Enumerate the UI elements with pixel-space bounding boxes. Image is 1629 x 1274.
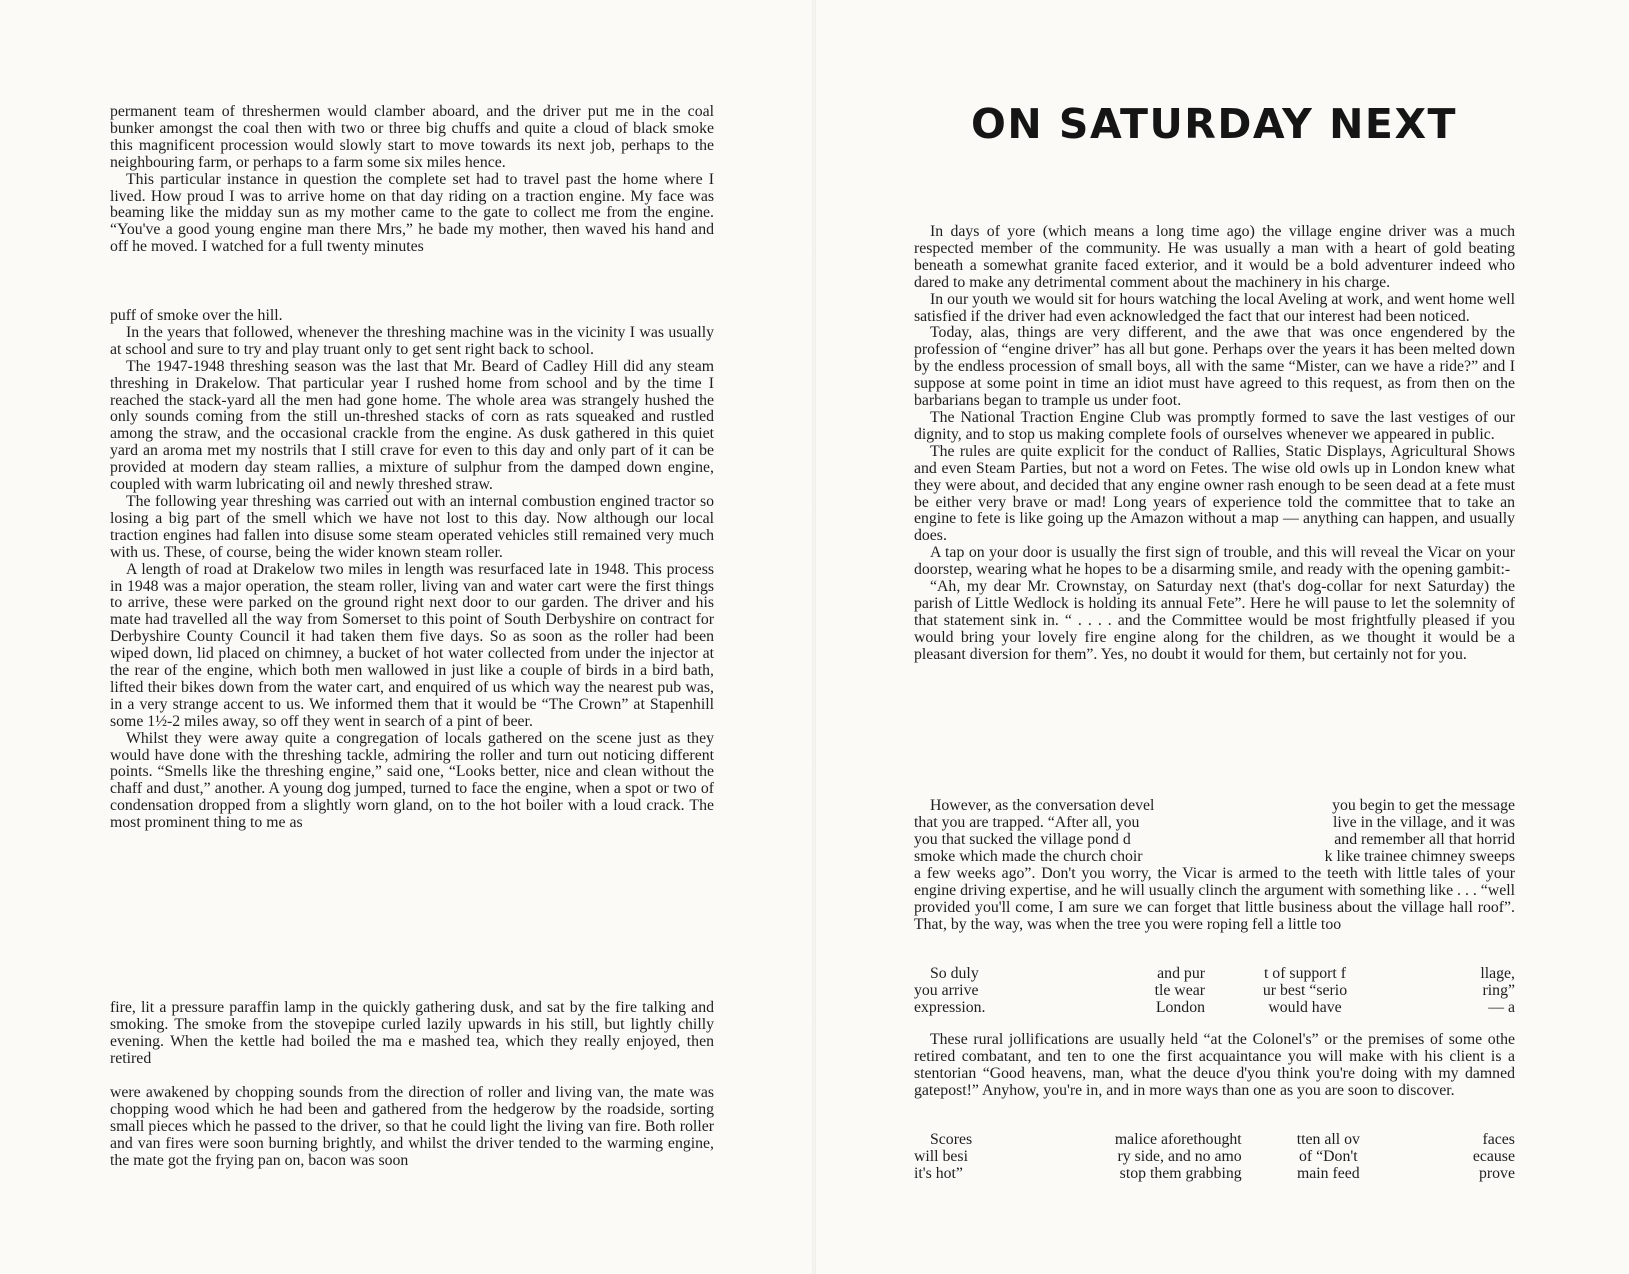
paragraph: In days of yore (which means a long time ago) the village engine driver was a much respected member of the community. He was usually a man with a heart of gold beating beneath a somewhat granite faced exterior, and it would be a bold adventurer indeed who dared to make any detrimental comment about the machinery in his charge.: [914, 223, 1515, 291]
left-block-1: [110, 104, 714, 256]
line-fragment: Scores: [930, 1131, 973, 1148]
line-fragment: ur best “serio: [1262, 981, 1348, 999]
line-fragment: ry side, and no amo: [1117, 1147, 1242, 1165]
fragment-column: [1085, 966, 1205, 1017]
paragraph: This particular instance in question the complete set had to travel past the home where I lived. How proud I was to arrive home on that day riding on a traction engine. My face was beaming like the midday sun as my mother came to the gate to collect me from the engine. “You've a good young engine man there Mrs,” he bade my mother, then waved his hand and off he moved. I watched for a full twenty minutes: [110, 170, 714, 256]
line-fragment: of “Don't: [1299, 1147, 1358, 1165]
line-fragment: it's hot”: [914, 1164, 963, 1182]
fragment-column: [914, 1132, 1040, 1183]
line-fragment: — a: [1488, 998, 1515, 1016]
fragment-column: [1415, 1132, 1515, 1183]
paragraph: were awakened by chopping sounds from the direction of roller and living van, the mate was chopping wood which he had been and gathered from the hedgerow by the roadside, sorting small pieces which he passed to the driver, so that he could light the living van fire. Both roller and van fires were soon burning brightly, and whilst the driver tended to the warming engine, the mate got the frying pan on, bacon was soon: [110, 1084, 714, 1169]
line-fragment: tten all ov: [1296, 1131, 1360, 1148]
line-fragment: London: [1155, 998, 1205, 1016]
split-right-column: [1259, 798, 1515, 866]
paragraph: The National Traction Engine Club was promptly formed to save the last vestiges of our dignity, and to stop us making complete fools of ourselves whenever we appeared in public.: [914, 408, 1515, 443]
paragraph: These rural jollifications are usually held “at the Colonel's” or the premises of some othe retired combatant, and ten to one the first acquaintance you will make with his client is a stentorian “Good heavens, man, what the deuce d'you think you're doing with my damned gatepost!” Anyhow, you're in, and in more ways than one as you are soon to discover.: [914, 1031, 1515, 1099]
fragment-lines-1: [914, 966, 1515, 1017]
left-block-2: [110, 308, 714, 832]
paragraph: A length of road at Drakelow two miles in length was resurfaced late in 1948. This process in 1948 was a major operation, the steam roller, living van and water cart were the first things to arrive, these were parked on the ground right next door to our garden. The driver and his mate had travelled all the way from Somerset to this point of South Derbyshire on contract for Derbyshire County Council it had taken them five days. So as soon as the roller had been wiped down, lid placed on chimney, a bucket of hot water collected from under the injector at the rear of the engine, which both men wallowed in just like a couple of birds in a bird bath, lifted their bikes down from the water cart, and enquired of us which way the nearest pub was, in a very strange accent to us. We informed them that it would be “The Crown” at Stapenhill some 1½-2 miles away, so off they went in search of a pint of beer.: [110, 560, 714, 730]
line-fragment: However, as the conversation devel: [930, 797, 1155, 814]
line-fragment: expression.: [914, 998, 986, 1016]
fragment-column: [1072, 1132, 1242, 1183]
paragraph: The rules are quite explicit for the conduct of Rallies, Static Displays, Agricultural Shows and even Steam Parties, but not a word on Fetes. The wise old owls up in London knew what they were about, and decided that any engine owner rash enough to be seen dead at a fete must be either very brave or mad! Long years of experience told the committee that to take an engine to fete is like going up the Amazon without a map — anything can happen, and usually does.: [914, 442, 1515, 545]
line-fragment: faces: [1482, 1131, 1515, 1148]
line-fragment: stop them grabbing: [1119, 1164, 1242, 1182]
line-fragment: will besi: [914, 1147, 968, 1165]
paragraph: In our youth we would sit for hours watching the local Aveling at work, and went home well satisfied if the driver had even acknowledged the fact that our interest had been noticed.: [914, 290, 1515, 325]
line-fragment: that you are trapped. “After all, you: [914, 813, 1140, 831]
line-fragment: llage,: [1480, 965, 1515, 982]
left-block-3: [110, 1000, 714, 1068]
fragment-column: [914, 966, 1050, 1017]
left-block-4: [110, 1085, 714, 1170]
line-fragment: and remember all that horrid: [1334, 830, 1515, 848]
right-page: [814, 0, 1629, 1274]
line-fragment: would have: [1268, 998, 1342, 1016]
right-block-3: [914, 1032, 1515, 1100]
fragment-lines-2: [914, 1132, 1515, 1183]
left-page: [0, 0, 814, 1274]
line-fragment: main feed: [1296, 1164, 1360, 1182]
paragraph: Whilst they were away quite a congregation of locals gathered on the scene just as they would have done with the threshing tackle, admiring the roller and turn out noticing different points. “Smells like the threshing engine,” said one, “Looks better, nice and clean without the chaff and dust,” another. A young dog jumped, turned to face the engine, when a spot or two of condensation dropped from a slightly worn gland, on to the hot boiler with a loud crack. The most prominent thing to me as: [110, 729, 714, 832]
fragment-column: [1273, 1132, 1383, 1183]
line-fragment: you that sucked the village pond d: [914, 830, 1131, 848]
paragraph: a few weeks ago”. Don't you worry, the Vicar is armed to the teeth with little tales of your engine driving expertise, and he will usually clinch the argument with something like . . . “well provided you'll come, I am sure we can forget that little business about the village hall roof”. That, by the way, was when the tree you were roping fell a little too: [914, 865, 1515, 933]
right-block-2: [914, 866, 1515, 934]
line-fragment: and pur: [1157, 965, 1205, 982]
line-fragment: smoke which made the church choir: [914, 847, 1143, 865]
line-fragment: t of support f: [1263, 965, 1347, 982]
line-fragment: you arrive: [914, 981, 979, 999]
paragraph: A tap on your door is usually the first sign of trouble, and this will reveal the Vicar on your doorstep, wearing what he hopes to be a disarming smile, and ready with the opening gambit:-: [914, 544, 1515, 579]
paragraph: In the years that followed, whenever the threshing machine was in the vicinity I was usually at school and sure to try and play truant only to get sent right back to school.: [110, 323, 714, 358]
paragraph: The 1947-1948 threshing season was the last that Mr. Beard of Cadley Hill did any steam threshing in Drakelow. That particular year I rushed home from school and by the time I reached the stack-yard all the men had gone home. The whole area was strangely hushed the only sounds coming from the still un-threshed stacks of corn as rats squeaked and rustled among the straw, and the occasional crackle from the engine. As dusk gathered in this quiet yard an aroma met my nostrils that I still crave for even to this day and only part of it can be provided at modern day steam rallies, a mixture of sulphur from the damped down engine, coupled with warm lubricating oil and newly threshed straw.: [110, 357, 714, 494]
paragraph: Today, alas, things are very different, and the awe that was once engendered by the profession of “engine driver” has all but gone. Perhaps over the years it has been melted down by the endless procession of small boys, all with the same “Mister, can we have a ride?” and I suppose at some point in time an idiot must have agreed to this request, as from then on the barbarians began to trample us under foot.: [914, 324, 1515, 410]
split-left-column: [914, 798, 1240, 866]
right-block-1: [914, 224, 1515, 664]
page-title: ON SATURDAY NEXT: [970, 100, 1458, 148]
paragraph: The following year threshing was carried out with an internal combustion engined tractor so losing a big part of the smell which we have not lost to this day. Now although our local traction engines had fallen into disuse some steam operated vehicles still remained very much with us. These, of course, being the wider known steam roller.: [110, 492, 714, 561]
paragraph: “Ah, my dear Mr. Crownstay, on Saturday next (that's dog-collar for next Saturday) the parish of Little Wedlock is holding its annual Fete”. Here he will pause to let the solemnity of that statement sink in. “ . . . . and the Committee would be most frightfully pleased if you would bring your lovely fire engine along for the children, as we thought it would be a pleasant diversion for them”. Yes, no doubt it would for them, but certainly not for you.: [914, 578, 1515, 663]
line-fragment: you begin to get the message: [1332, 797, 1515, 814]
fragment-column: [1240, 966, 1370, 1017]
line-fragment: So duly: [930, 965, 979, 982]
line-fragment: tle wear: [1154, 981, 1205, 999]
line-fragment: prove: [1479, 1164, 1515, 1182]
line-fragment: k like trainee chimney sweeps: [1324, 847, 1515, 865]
paragraph: puff of smoke over the hill.: [110, 307, 283, 324]
line-fragment: ring”: [1482, 981, 1515, 999]
line-fragment: live in the village, and it was: [1332, 813, 1515, 831]
line-fragment: ecause: [1472, 1147, 1515, 1165]
line-fragment: malice aforethought: [1114, 1131, 1242, 1148]
fragment-column: [1405, 966, 1515, 1017]
paragraph: fire, lit a pressure paraffin lamp in the quickly gathering dusk, and sat by the fire talking and smoking. The smoke from the stovepipe curled lazily upwards in his still, but lightly chilly evening. When the kettle had boiled the ma e mashed tea, which they really enjoyed, then retired: [110, 999, 714, 1067]
paragraph: permanent team of threshermen would clamber aboard, and the driver put me in the coal bunker amongst the coal then with two or three big chuffs and quite a cloud of black smoke this magnificent procession would slowly start to move towards its next job, perhaps to the neighbouring farm, or perhaps to a farm some six miles hence.: [110, 103, 714, 171]
split-lines: [914, 798, 1515, 866]
